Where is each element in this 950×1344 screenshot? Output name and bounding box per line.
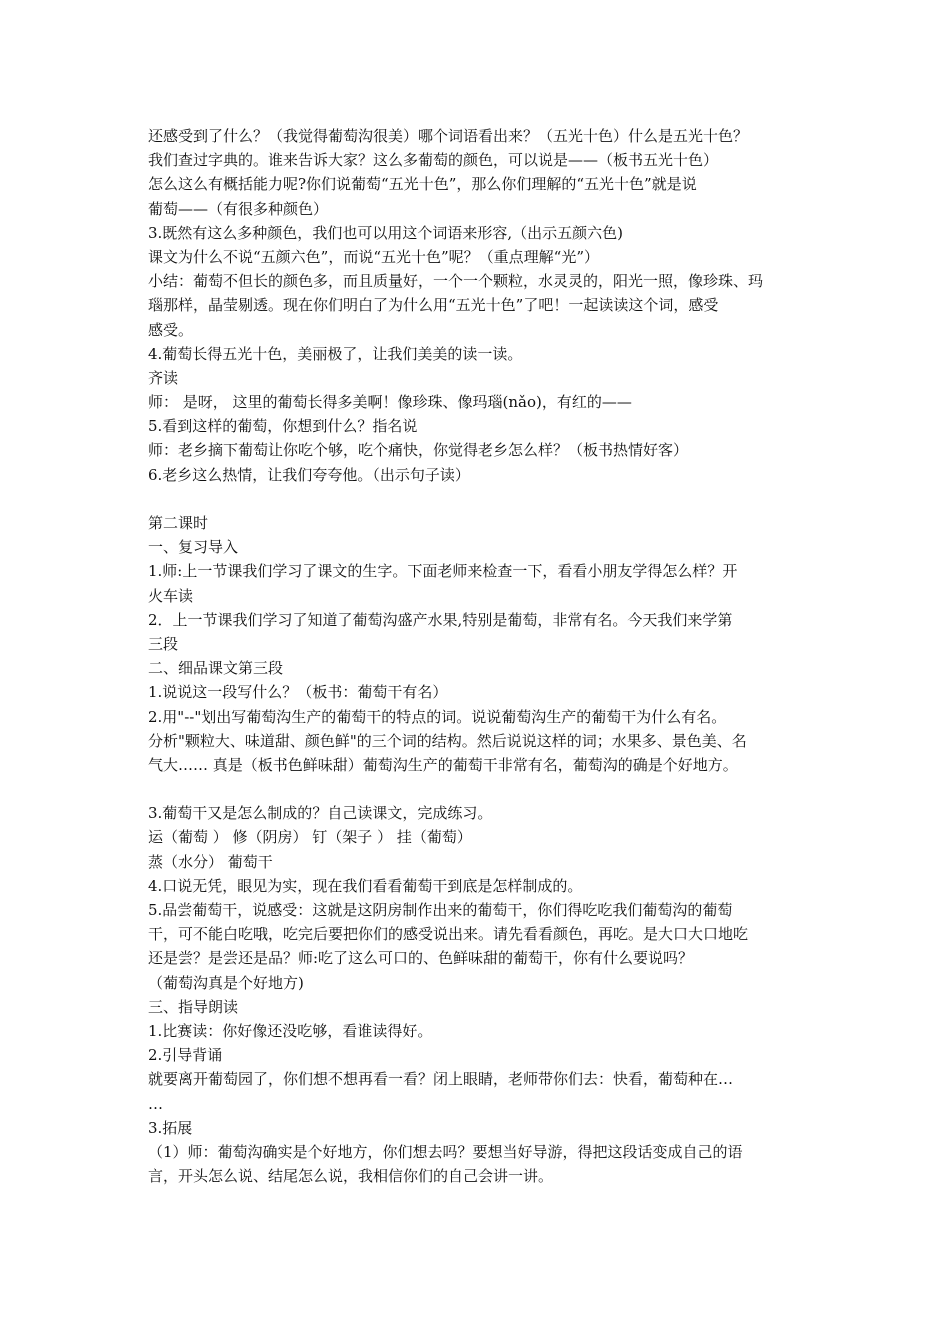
- text-line: 感受。: [148, 320, 194, 339]
- text-line: 葡萄——（有很多种颜色）: [148, 199, 329, 218]
- section-heading: 一、复习导入: [148, 538, 239, 557]
- section-title: 第二课时: [148, 514, 209, 532]
- text-line: （1）师：葡萄沟确实是个好地方，你们想去吗？要想当好导游，得把这段话变成自己的语: [148, 1142, 743, 1161]
- text-line: 2．上一节课我们学习了知道了葡萄沟盛产水果,特别是葡萄，非常有名。今天我们来学第: [148, 610, 733, 629]
- text-line: 还感受到了什么？（我觉得葡萄沟很美）哪个词语看出来？（五光十色）什么是五光十色？: [148, 127, 749, 145]
- text-line: 1.说说这一段写什么？（板书：葡萄干有名）: [148, 683, 448, 702]
- text-line: 火车读: [148, 586, 194, 605]
- text-line: （葡萄沟真是个好地方): [148, 973, 304, 992]
- text-line: 三段: [148, 634, 179, 653]
- text-line: 师：老乡摘下葡萄让你吃个够，吃个痛快，你觉得老乡怎么样？（板书热情好客）: [148, 441, 689, 460]
- text-line: 还是尝？是尝还是品？师:吃了这么可口的、色鲜味甜的葡萄干，你有什么要说吗？: [148, 949, 694, 968]
- text-line: 怎么这么有概括能力呢?你们说葡萄“五光十色”，那么你们理解的“五光十色”就是说: [148, 175, 697, 194]
- text-line: 分析"颗粒大、味道甜、颜色鲜"的三个词的结构。然后说说这样的词；水果多、景色美、名: [148, 731, 747, 750]
- text-line: 5.品尝葡萄干，说感受：这就是这阴房制作出来的葡萄干，你们得吃吃我们葡萄沟的葡萄: [148, 901, 733, 919]
- text-line: 课文为什么不说“五颜六色”，而说“五光十色”呢？（重点理解“光”）: [148, 247, 600, 266]
- section-heading: 二、细品课文第三段: [148, 659, 284, 678]
- text-line: 小结：葡萄不但长的颜色多，而且质量好，一个一个颗粒，水灵灵的，阳光一照，像珍珠、玛: [148, 272, 764, 291]
- text-line: 干，可不能白吃哦，吃完后要把你们的感受说出来。请先看看颜色，再吃。是大口大口地吃: [148, 925, 749, 944]
- section-heading: 三、指导朗读: [148, 997, 239, 1016]
- text-line: 瑙那样，晶莹剔透。现在你们明白了为什么用“五光十色”了吧！一起读读这个词，感受: [148, 296, 719, 315]
- document-page: [148, 124, 808, 1188]
- text-line: 气大…… 真是（板书色鲜味甜）葡萄沟生产的葡萄干非常有名，葡萄沟的确是个好地方。: [148, 755, 738, 774]
- text-line: 3.葡萄干又是怎么制成的？自己读课文，完成练习。: [148, 804, 493, 823]
- text-line: 齐读: [148, 368, 179, 387]
- text-line: 5.看到这样的葡萄，你想到什么？指名说: [148, 417, 418, 436]
- text-line: 3.拓展: [148, 1118, 193, 1137]
- text-line: 1.师:上一节课我们学习了课文的生字。下面老师来检查一下，看看小朋友学得怎么样？开: [148, 562, 738, 581]
- text-line: 就要离开葡萄园了，你们想不想再看一看？闭上眼睛，老师带你们去：快看，葡萄种在…: [148, 1070, 734, 1089]
- text-line: 4.葡萄长得五光十色，美丽极了，让我们美美的读一读。: [148, 344, 523, 363]
- text-line: 6.老乡这么热情，让我们夸夸他。（出示句子读）: [148, 465, 470, 484]
- text-line: 言，开头怎么说、结尾怎么说，我相信你们的自己会讲一讲。: [148, 1167, 554, 1186]
- blank-line: [148, 777, 808, 801]
- text-line: …: [148, 1094, 163, 1113]
- text-line: 2.用"--"划出写葡萄沟生产的葡萄干的特点的词。说说葡萄沟生产的葡萄干为什么有名。: [148, 707, 727, 726]
- text-line: 3.既然有这么多种颜色，我们也可以用这个词语来形容,（出示五颜六色): [148, 223, 623, 242]
- text-line: 我们查过字典的。谁来告诉大家？这么多葡萄的颜色，可以说是——（板书五光十色）: [148, 151, 719, 170]
- text-line: 4.口说无凭，眼见为实，现在我们看看葡萄干到底是怎样制成的。: [148, 876, 583, 895]
- blank-line: [148, 487, 808, 511]
- text-line: 1.比赛读：你好像还没吃够，看谁读得好。: [148, 1021, 433, 1040]
- text-line: 2.引导背诵: [148, 1046, 223, 1065]
- text-line: 运（葡萄 ） 修（阴房） 钉（架子 ） 挂（葡萄）: [148, 828, 472, 847]
- text-line: 蒸（水分） 葡萄干: [148, 852, 273, 871]
- text-line: 师： 是呀， 这里的葡萄长得多美啊！像珍珠、像玛瑙(nǎo)，有红的——: [148, 393, 632, 412]
